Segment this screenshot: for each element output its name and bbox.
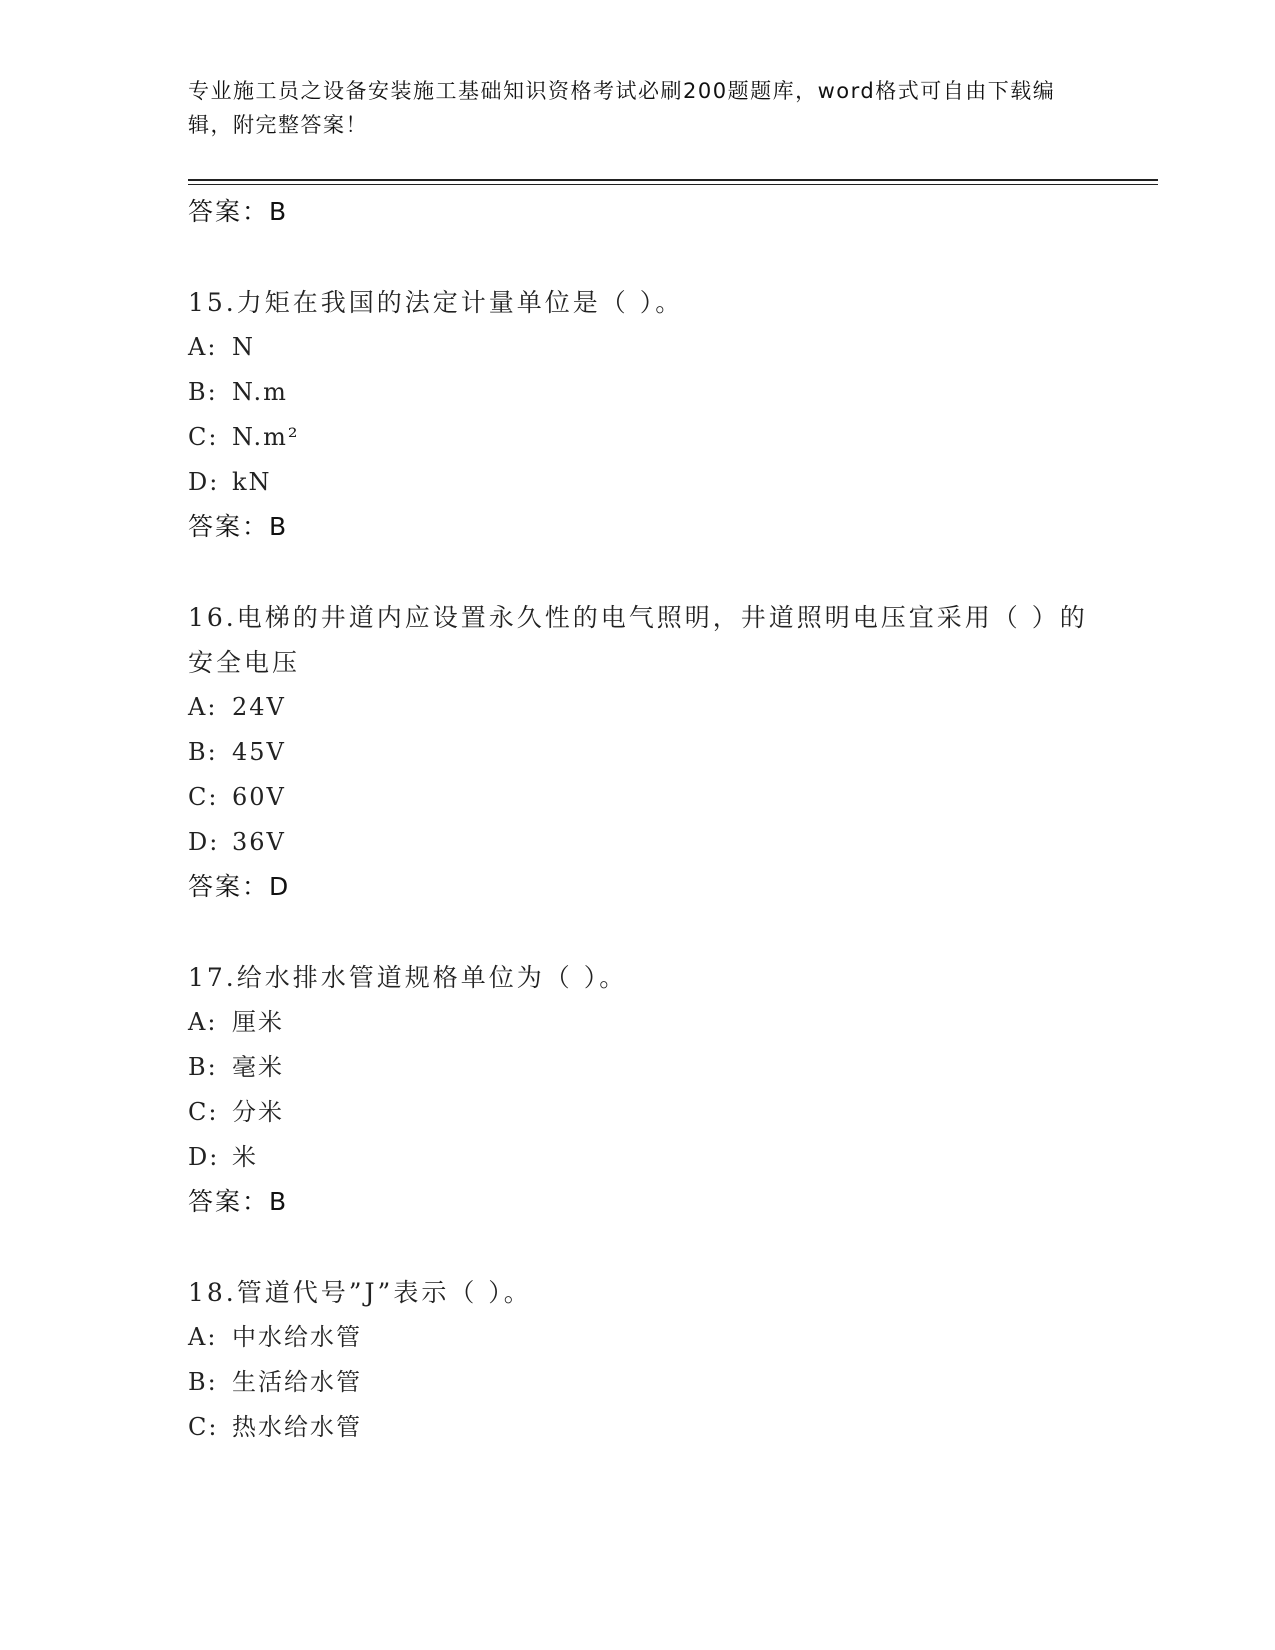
option-label: C: bbox=[188, 423, 219, 451]
option-label: D: bbox=[188, 1143, 220, 1171]
option-text: 米 bbox=[232, 1143, 258, 1171]
question-text: 16.电梯的井道内应设置永久性的电气照明，井道照明电压宜采用（ ）的安全电压 bbox=[188, 603, 1088, 677]
option-text: 中水给水管 bbox=[232, 1323, 362, 1351]
option-text: 36V bbox=[232, 828, 286, 856]
option-a bbox=[188, 1315, 1088, 1360]
question-text: 17.给水排水管道规格单位为（ ）。 bbox=[188, 963, 628, 992]
option-d bbox=[188, 460, 1088, 505]
option-label: B: bbox=[188, 1368, 218, 1396]
option-a bbox=[188, 1000, 1088, 1045]
option-b bbox=[188, 1360, 1088, 1405]
option-c bbox=[188, 1405, 1088, 1450]
option-label: C: bbox=[188, 783, 219, 811]
option-c bbox=[188, 775, 1088, 820]
option-b bbox=[188, 730, 1088, 775]
option-text: 分米 bbox=[232, 1098, 284, 1126]
option-text: 生活给水管 bbox=[232, 1368, 362, 1396]
option-b bbox=[188, 370, 1088, 415]
option-text: N.m² bbox=[232, 423, 300, 451]
option-text: 厘米 bbox=[232, 1008, 284, 1036]
question-text: 15.力矩在我国的法定计量单位是（ ）。 bbox=[188, 288, 684, 317]
header-rule-thick bbox=[188, 179, 1158, 181]
document-header: 专业施工员之设备安装施工基础知识资格考试必刷200题题库，word格式可自由下载编辑，附完整答案！ bbox=[188, 79, 1056, 137]
option-label: A: bbox=[188, 693, 218, 721]
answer-line: 答案：D bbox=[188, 872, 291, 901]
option-d bbox=[188, 1135, 1088, 1180]
header-rule-thin bbox=[188, 184, 1158, 185]
option-text: kN bbox=[232, 468, 272, 496]
option-a bbox=[188, 685, 1088, 730]
option-label: A: bbox=[188, 333, 218, 361]
option-label: A: bbox=[188, 1008, 218, 1036]
option-text: 毫米 bbox=[232, 1053, 284, 1081]
answer-line: 答案：B bbox=[188, 197, 289, 226]
option-text: 60V bbox=[232, 783, 286, 811]
option-text: 45V bbox=[232, 738, 286, 766]
answer-line: 答案：B bbox=[188, 512, 289, 541]
option-label: D: bbox=[188, 468, 220, 496]
option-c bbox=[188, 415, 1088, 460]
option-a bbox=[188, 325, 1088, 370]
option-d bbox=[188, 820, 1088, 865]
option-label: A: bbox=[188, 1323, 218, 1351]
option-b bbox=[188, 1045, 1088, 1090]
option-text: 24V bbox=[232, 693, 286, 721]
option-label: B: bbox=[188, 378, 218, 406]
option-label: D: bbox=[188, 828, 220, 856]
option-label: B: bbox=[188, 1053, 218, 1081]
option-label: C: bbox=[188, 1413, 219, 1441]
answer-line: 答案：B bbox=[188, 1187, 289, 1216]
option-label: C: bbox=[188, 1098, 219, 1126]
question-text: 18.管道代号”J”表示（ ）。 bbox=[188, 1278, 532, 1307]
option-text: N.m bbox=[232, 378, 288, 406]
option-text: 热水给水管 bbox=[232, 1413, 362, 1441]
option-text: N bbox=[232, 333, 255, 361]
question-list bbox=[188, 190, 1088, 1450]
option-c bbox=[188, 1090, 1088, 1135]
option-label: B: bbox=[188, 738, 218, 766]
